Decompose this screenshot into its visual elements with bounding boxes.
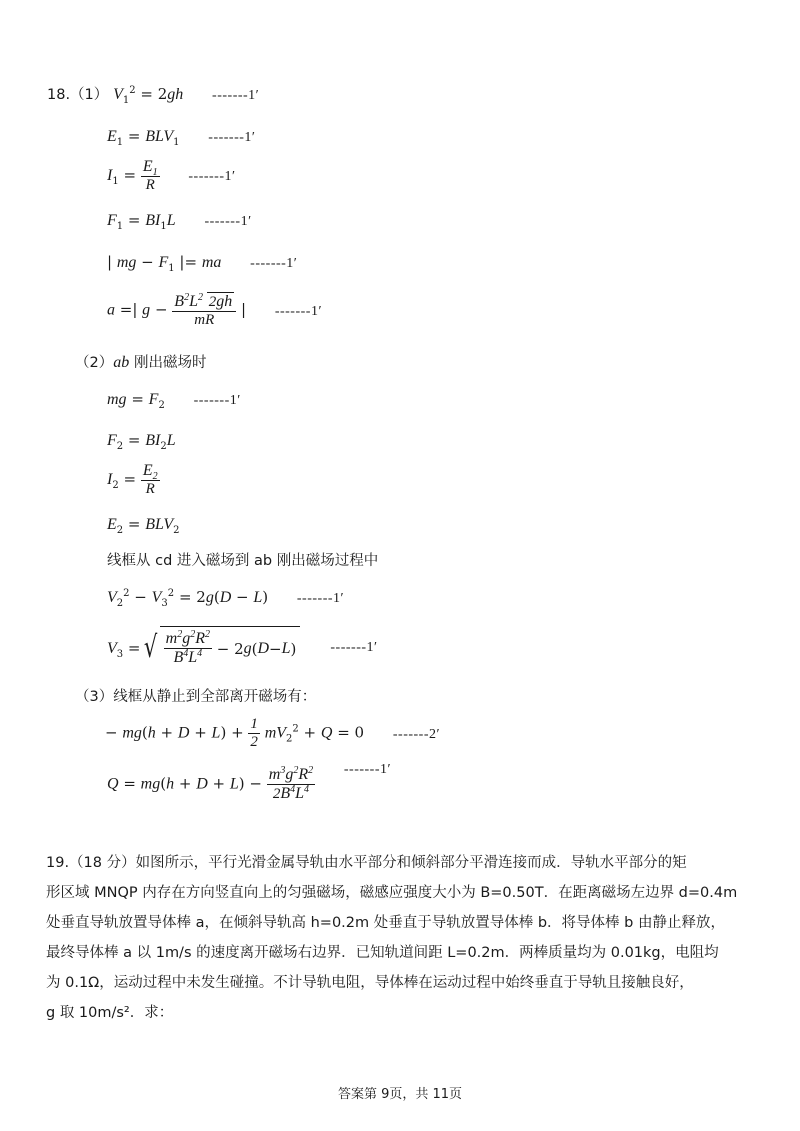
- eq-e1: $E_1 = BLV_1$ -------1′: [107, 127, 256, 148]
- eq-i2: $I_2$ = $\frac{E_2}{R}$: [107, 462, 158, 497]
- eq-i1: $I_1$ = $\frac{E_1}{R}$ -------1′: [107, 158, 236, 193]
- q19-line: 形区域 MNQP 内存在方向竖直向上的匀强磁场，磁感应强度大小为 B=0.50T．在距离磁场左边界 d=0.4m: [46, 885, 738, 901]
- eq-mg-f2: mg = $F_2$ -------1′: [107, 390, 241, 411]
- part2-label: （2）: [75, 355, 114, 371]
- score-mark: -------1′: [188, 169, 236, 184]
- part3-label: （3）: [75, 689, 114, 705]
- eq-v3: $V_3$ = √ $\frac{m^2g^2R^2}{B^4L^4}$ − 2 g ( D − L ) -------1′: [107, 624, 378, 672]
- score-mark: -------1′: [330, 640, 378, 655]
- score-mark: -------1′: [296, 591, 345, 606]
- part3-intro: 线框从静止到全部离开磁场有：: [113, 689, 317, 705]
- score-mark: -------1′: [274, 303, 323, 319]
- score-mark: -------1′: [250, 256, 298, 271]
- page-footer: 答案第 9页，共 11页: [337, 1087, 463, 1102]
- process-text: 线框从 cd 进入磁场到 ab 刚出磁场过程中: [107, 553, 379, 569]
- q19-line: 最终导体棒 a 以 1m/s 的速度离开磁场右边界．已知轨道间距 L=0.2m．两棒质量均为 0.01kg，电阻均: [46, 945, 719, 961]
- score-mark: -------1′: [208, 130, 256, 145]
- eq-f1: $F_1 = BI_1L$ -------1′: [107, 211, 252, 232]
- eq-kinematics: $V_2^2 - V_3^2 = 2g(D - L)$ -------1′: [107, 588, 345, 609]
- eq-f2: $F_2 = BI_2L$: [107, 431, 176, 452]
- q19-line: g 取 10m/s²．求：: [46, 1005, 174, 1021]
- q19-line: 处垂直导轨放置导体棒 a，在倾斜导轨高 h=0.2m 处垂直于导轨放置导体棒 b．将导体棒 b 由静止释放，: [46, 915, 725, 931]
- q19-line: 19.（18 分）如图所示，平行光滑金属导轨由水平部分和倾斜部分平滑连接而成．导轨水平部分的矩: [46, 855, 687, 871]
- eq-energy: − mg(h + D + L) + $\frac{1}{2}$ $mV_2^2 + Q = 0$ -------2′: [105, 716, 441, 750]
- q18-label: 18.（1）: [47, 87, 109, 103]
- eq-newton: | mg − $F_1$ |= ma -------1′: [107, 253, 298, 274]
- eq-heat: Q = mg(h + D + L) − $\frac{m^3g^2R^2}{2B^4L^4}$ -------1′: [107, 761, 392, 802]
- score-mark: -------1′: [343, 761, 392, 777]
- q19-text: [46, 848, 754, 1028]
- score-mark: -------1′: [204, 214, 252, 229]
- eq-v1-squared: 18.（1） $V_1^2 = 2gh$ -------1′: [47, 85, 260, 106]
- part3-heading: [75, 686, 316, 707]
- score-mark: -------1′: [212, 88, 260, 103]
- q19-line: 为 0.1Ω，运动过程中未发生碰撞。不计导轨电阻，导体棒在运动过程中始终垂直于导轨且接触良好，: [46, 975, 694, 991]
- score-mark: -------2′: [392, 726, 441, 742]
- part2-intro: 刚出磁场时: [134, 355, 207, 371]
- part2-heading: （2）ab 刚出磁场时: [75, 354, 207, 371]
- score-mark: -------1′: [193, 393, 241, 408]
- eq-acceleration: a =| g − $\frac{B^2L^2 2gh}{mR}$ | -------1′: [107, 292, 323, 328]
- eq-e2: $E_2 = BLV_2$: [107, 515, 180, 536]
